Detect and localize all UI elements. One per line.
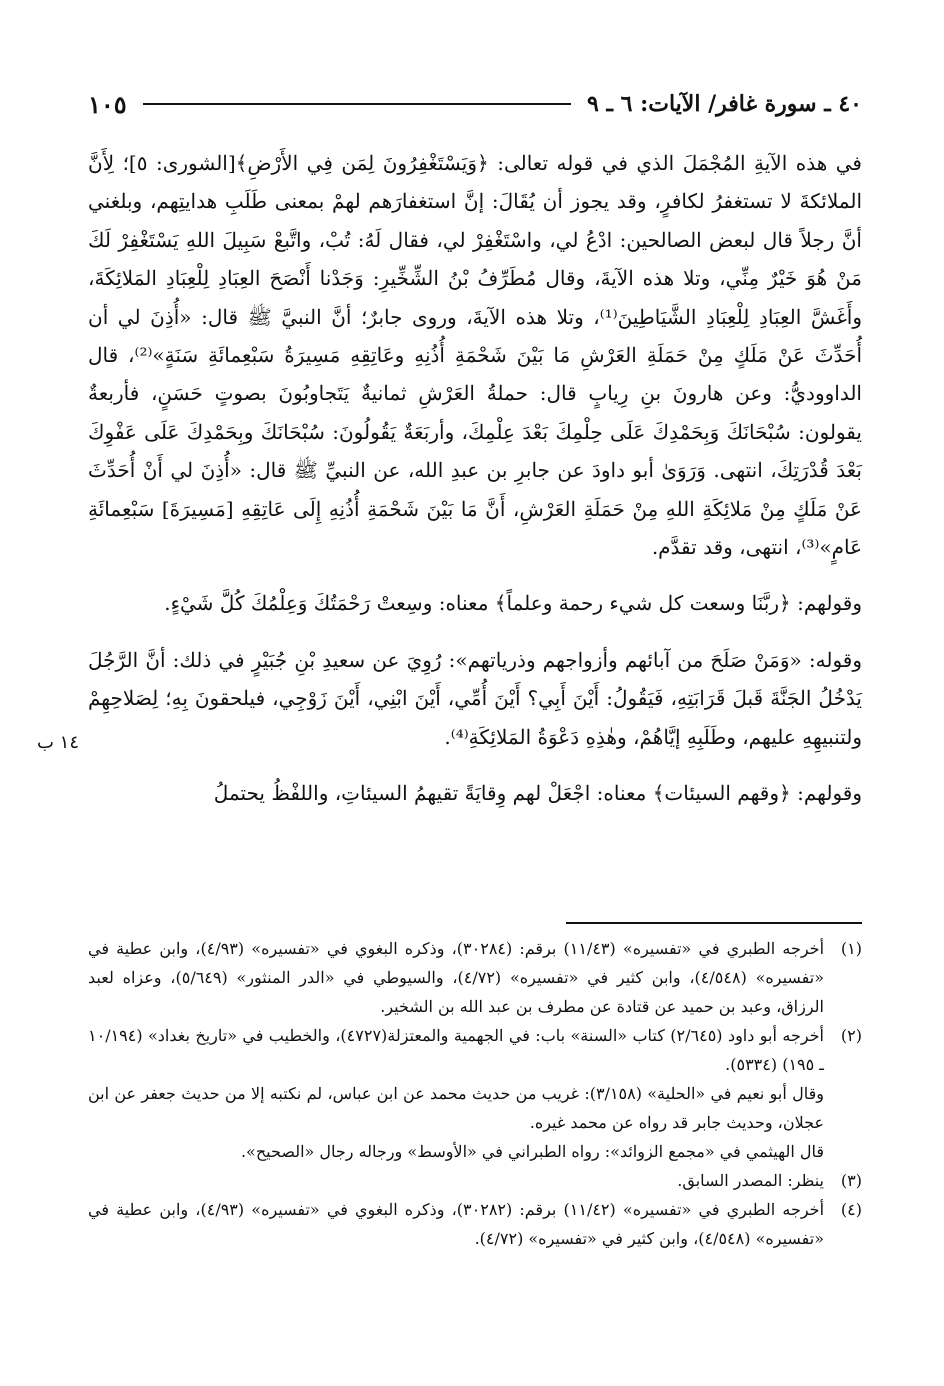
footnotes (88, 934, 862, 1253)
paragraph: وقوله: «وَمَنْ صَلَحَ من آبائهم وأزواجهم وذرياتهم»: رُوِيَ عن سعيدِ بْنِ جُبَيْرٍ في ذلك: أنَّ الرَّجُلَ يَدْخُلُ الجَنَّةَ قَبلَ قَرَابَتِهِ، فَيَقُولُ: أَيْنَ أَبِي؟ أَيْنَ أُمِّي، أَيْنَ ابْنِي، أَيْنَ زَوْجِي، فيلحقونَ بِهِ؛ لِصَلاحِهِمْ ولتنبيهِهِ عليهم، وطَلَبِهِ إيَّاهُمْ، وهٰذِهِ دَعْوَةُ المَلائِكَةِ⁽⁴⁾. (88, 647, 862, 749)
paragraph: وقولهم: ﴿وقهم السيئات﴾ معناه: اجْعَلْ لهم وِقايَةً تقيهمُ السيئاتِ، واللفْظُ يحتملُ (213, 781, 862, 806)
header-title: ٤٠ ـ سورة غافر/ الآيات: ٦ ـ ٩ (587, 91, 862, 117)
header-rule (143, 103, 571, 105)
footnote-text: وقال أبو نعيم في «الحلية» (٣/١٥٨): غريب من حديث محمد عن ابن عباس، لم نكتبه إلا من حديث جعفر عن ابن عجلان، وحديث جابر قد رواه عن محمد غيره. (88, 1084, 824, 1132)
footnote-text: ينظر: المصدر السابق. (677, 1171, 824, 1190)
footnote (88, 1195, 862, 1253)
paragraph: في هذه الآيةِ المُجْمَلَ الذي في قوله تعالى: ﴿وَيَسْتَغْفِرُونَ لِمَن فِي الأَرْضِ﴾[الشورى: ٥]؛ لِأَنَّ الملائكةَ لا تستغفرُ لكافرٍ، وقد يجوز أن يُقَالَ: إنَّ استغفارَهم لهمْ بمعنى طَلَبِ هدايتِهم، وبلغني أنَّ رجلاً قال لبعض الصالحين: ادْعُ لي، واسْتَغْفِرْ لي، فقال لَهُ: تُبْ، واتَّبعْ سَبِيلَ اللهِ يَسْتَغْفِرْ لَكَ مَنْ هُوَ خَيْرٌ مِنِّي، وتلا هذه الآيةَ، وقال مُطَرِّفُ بْنُ الشِّخِّيرِ: وَجَدْنا أَنْصَحَ العِبَادِ لِلْعِبَادِ المَلائِكَةَ، وأَغَشَّ العِبَادِ لِلْعِبَادِ الشَّيَاطِينَ⁽¹⁾، وتلا هذه الآيةَ، وروى جابرٌ؛ أنَّ النبيَّ ﷺ قال: «أُذِنَ لي أن أُحَدِّثَ عَنْ مَلَكٍ مِنْ حَمَلَةِ العَرْشِ مَا بَيْنَ شَحْمَةِ أُذُنِهِ وعَاتِقِهِ مَسِيرَةُ سَبْعِمائَةِ سَنَةٍ»⁽²⁾، قال الداووديُّ: وعن هارونَ بنِ رِيابٍ قال: حملةُ العَرْشِ ثمانيةٌ يَتَجاوبُونَ بصوتٍ حَسَنٍ، فأربعةٌ يقولون: سُبْحَانَكَ وَبِحَمْدِكَ عَلَى حِلْمِكَ بَعْدَ عِلْمِكَ، وأربَعَةٌ يَقُولُونَ: سُبْحَانَكَ وبِحَمْدِكَ عَلَى عَفْوِكَ بَعْدَ قُدْرَتِكَ، انتهى. وَرَوَىٰ أبو داودَ عن جابرِ بن عبدِ الله، عن النبيِّ ﷺ قال: «أُذِنَ لي أَنْ أُحَدِّثَ عَنْ مَلَكٍ مِنْ مَلائِكَةِ اللهِ مِنْ حَمَلَةِ العَرْشِ، أَنَّ مَا بَيْنَ شَحْمَةِ أُذُنِهِ إِلَى عَاتِقِهِ [مَسِيرَةَ] سَبْعِمائَةِ عَامٍ»⁽³⁾، انتهى، وقد تقدَّم. (88, 151, 863, 560)
footnote-text: أخرجه أبو داود (٢/٦٤٥) كتاب «السنة» باب: في الجهمية والمعتزلة(٤٧٢٧)، والخطيب في «تاريخ بغداد» (١٠/١٩٤ ـ ١٩٥) (٥٣٣٤). (88, 1026, 824, 1074)
margin-note: ١٤ ب (36, 732, 79, 753)
footnote-number: (٢) (840, 1026, 862, 1045)
footnote-text: قال الهيثمي في «مجمع الزوائد»: رواه الطبراني في «الأوسط» ورجاله رجال «الصحيح». (240, 1142, 824, 1161)
paragraph: وقولهم: ﴿ربَّنَا وسعت كل شيء رحمة وعلماً﴾ معناه: وسِعتْ رَحْمَتُكَ وَعِلْمُكَ كُلَّ شَيْءٍ. (164, 591, 862, 616)
running-header (88, 82, 862, 126)
footnote-number: (٣) (840, 1171, 862, 1190)
page-number: ١٠٥ (88, 89, 127, 119)
footnote (88, 1166, 862, 1195)
footnote-number: (٤) (840, 1200, 862, 1219)
footnote (88, 934, 862, 1021)
main-text (88, 144, 862, 813)
footnote-number: (١) (840, 939, 862, 958)
footnote-text: أخرجه الطبري في «تفسيره» (١١/٤٣) برقم: (٣٠٢٨٤)، وذكره البغوي في «تفسيره» (٤/٩٣)، وابن عطية في «تفسيره» (٤/٥٤٨)، وابن كثير في «تفسيره» (٤/٧٢)، والسيوطي في «الدر المنثور» (٥/٦٤٩)، وعزاه لعبد الرزاق، وعبد بن حميد عن قتادة عن مطرف بن عبد الله بن الشخير. (88, 939, 825, 1016)
footnote-text: أخرجه الطبري في «تفسيره» (١١/٤٢) برقم: (٣٠٢٨٢)، وذكره البغوي في «تفسيره» (٤/٩٣)، وابن عطية في «تفسيره» (٤/٥٤٨)، وابن كثير في «تفسيره» (٤/٧٢). (88, 1200, 825, 1248)
footnote-separator (566, 922, 862, 924)
footnote (88, 1021, 862, 1079)
